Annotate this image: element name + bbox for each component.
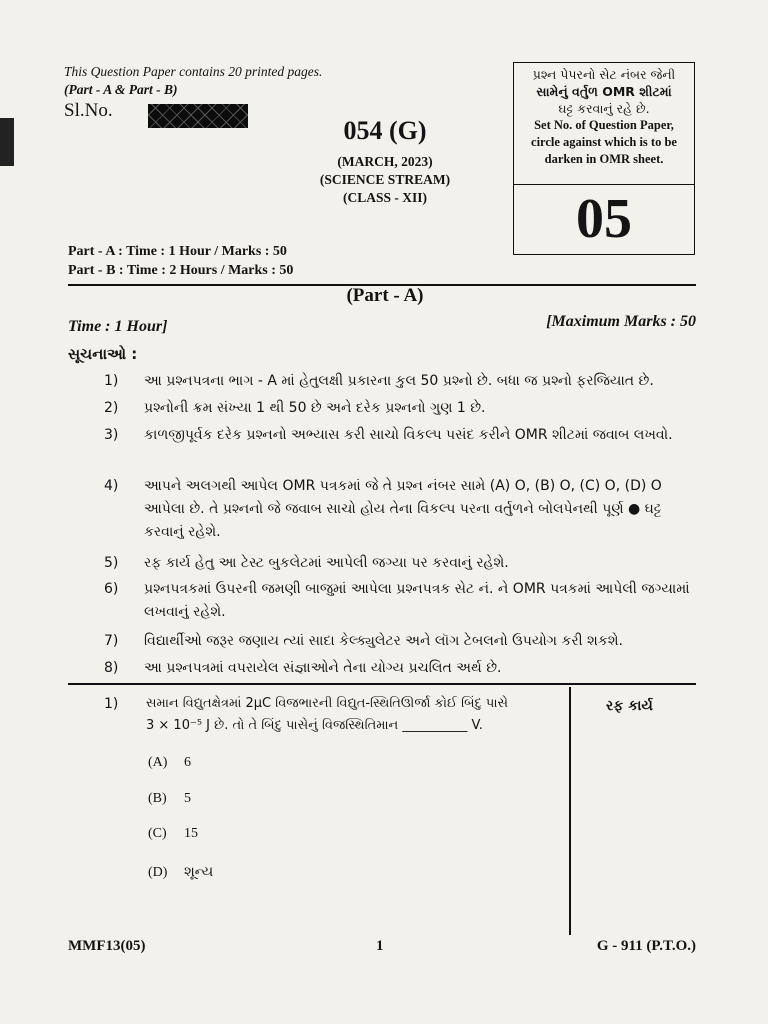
section-title: (Part - A) [346,285,424,306]
pages-note: This Question Paper contains 20 printed pages. [64,64,323,79]
redacted-serial [148,104,248,128]
instruction-item: 1) આ પ્રશ્નપત્રના ભાગ - A માં હેતુલક્ષી પ્રકારના કુલ 50 પ્રશ્નો છે. બધા જ પ્રશ્નો ફરજિયાત છે. [104,373,654,389]
set-number-instructions [513,62,695,185]
instruction-item: 2) પ્રશ્નોની ક્રમ સંખ્યા 1 થી 50 છે અને દરેક પ્રશ્નનો ગુણ 1 છે. [104,400,486,416]
part-b-timing: Part - B : Time : 2 Hours / Marks : 50 [68,263,294,278]
rough-work-divider [569,687,571,935]
instruction-item: 8) આ પ્રશ્નપત્રમાં વપરાયેલ સંજ્ઞાઓને તેના યોગ્ય પ્રચલિત અર્થ છે. [104,660,502,676]
exam-month: (MARCH, 2023) [337,154,433,169]
option-a: (A) 6 [148,755,191,770]
set-number: 05 [513,185,695,255]
part-a-timing: Part - A : Time : 1 Hour / Marks : 50 [68,244,287,259]
instruction-item: 7) વિદ્યાર્થીઓ જરૂર જણાય ત્યાં સાદા કેલ્ક્યુલેટર અને લૉગ ટેબલનો ઉપયોગ કરી શકશે. [104,633,623,649]
question-text-line2: 3 × 10⁻⁵ J છે. તો તે બિંદુ પાસેનું વિજસ્થિતિમાન __________ V. [146,718,483,733]
set-gu-line3: ઘટ્ટ કરવાનું રહે છે. [558,101,650,116]
set-en-line1: Set No. of Question Paper, [534,118,674,132]
instruction-item: 6) પ્રશ્નપત્રકમાં ઉપરની જમણી બાજુમાં આપેલા પ્રશ્નપત્રક સેટ નં. ને OMR પત્રકમાં આપેલી જગ્યામાં લખવાનું રહેશે. [104,581,690,620]
section-max-marks: [Maximum Marks : 50 [546,313,696,330]
instruction-item: 5) રફ કાર્ય હેતુ આ ટેસ્ટ બુકલેટમાં આપેલી જગ્યા પર કરવાનું રહેશે. [104,555,509,571]
exam-class: (CLASS - XII) [342,190,427,205]
set-en-line3: darken in OMR sheet. [544,152,664,166]
question-number: 1) [104,696,119,712]
option-b: (B) 5 [148,791,191,806]
set-gu-line2: સામેનું વર્તુળ OMR શીટમાં [536,84,672,99]
exam-stream: (SCIENCE STREAM) [319,172,451,187]
page-number: 1 [376,938,384,954]
instructions-heading: સૂચનાઓ : [68,345,138,363]
parts-note: (Part - A & Part - B) [64,82,178,97]
option-c: (C) 15 [148,826,198,841]
option-d: (D) શૂન્ય [148,864,214,880]
instructions-rule [68,683,696,685]
exam-code: 054 (G) [343,116,427,145]
rough-work-label: રફ કાર્ય [606,698,653,714]
footer-ref: G - 911 (P.T.O.) [596,938,696,954]
set-en-line2: circle against which is to be [531,135,677,149]
question-text-line1: સમાન વિદ્યુતક્ષેત્રમાં 2μC વિજભારની વિદ્યુત-સ્થિતિઊર્જા કોઈ બિંદુ પાસે [146,696,509,711]
footer-code: MMF13(05) [68,938,146,954]
set-gu-line1: પ્રશ્ન પેપરનો સેટ નંબર જેની [532,67,676,82]
instruction-item: 4) આપને અલગથી આપેલ OMR પત્રકમાં જે તે પ્રશ્ન નંબર સામે (A) O, (B) O, (C) O, (D) O આપેલા છે. તે પ્રશ્નનો જે જવાબ સાચો હોય તેના વિકલ્પ પરના વર્તુળને બોલપેનથી પૂર્ણ ● ઘટ્ટ કરવાનું રહેશે. [104,478,662,540]
instruction-item: 3) કાળજીપૂર્વક દરેક પ્રશ્નનો અભ્યાસ કરી સાચો વિકલ્પ પસંદ કરીને OMR શીટમાં જવાબ લખવો. [104,427,673,443]
slno-label: Sl.No. [64,100,113,121]
edge-mark [0,118,14,166]
section-time: Time : 1 Hour] [68,318,168,335]
